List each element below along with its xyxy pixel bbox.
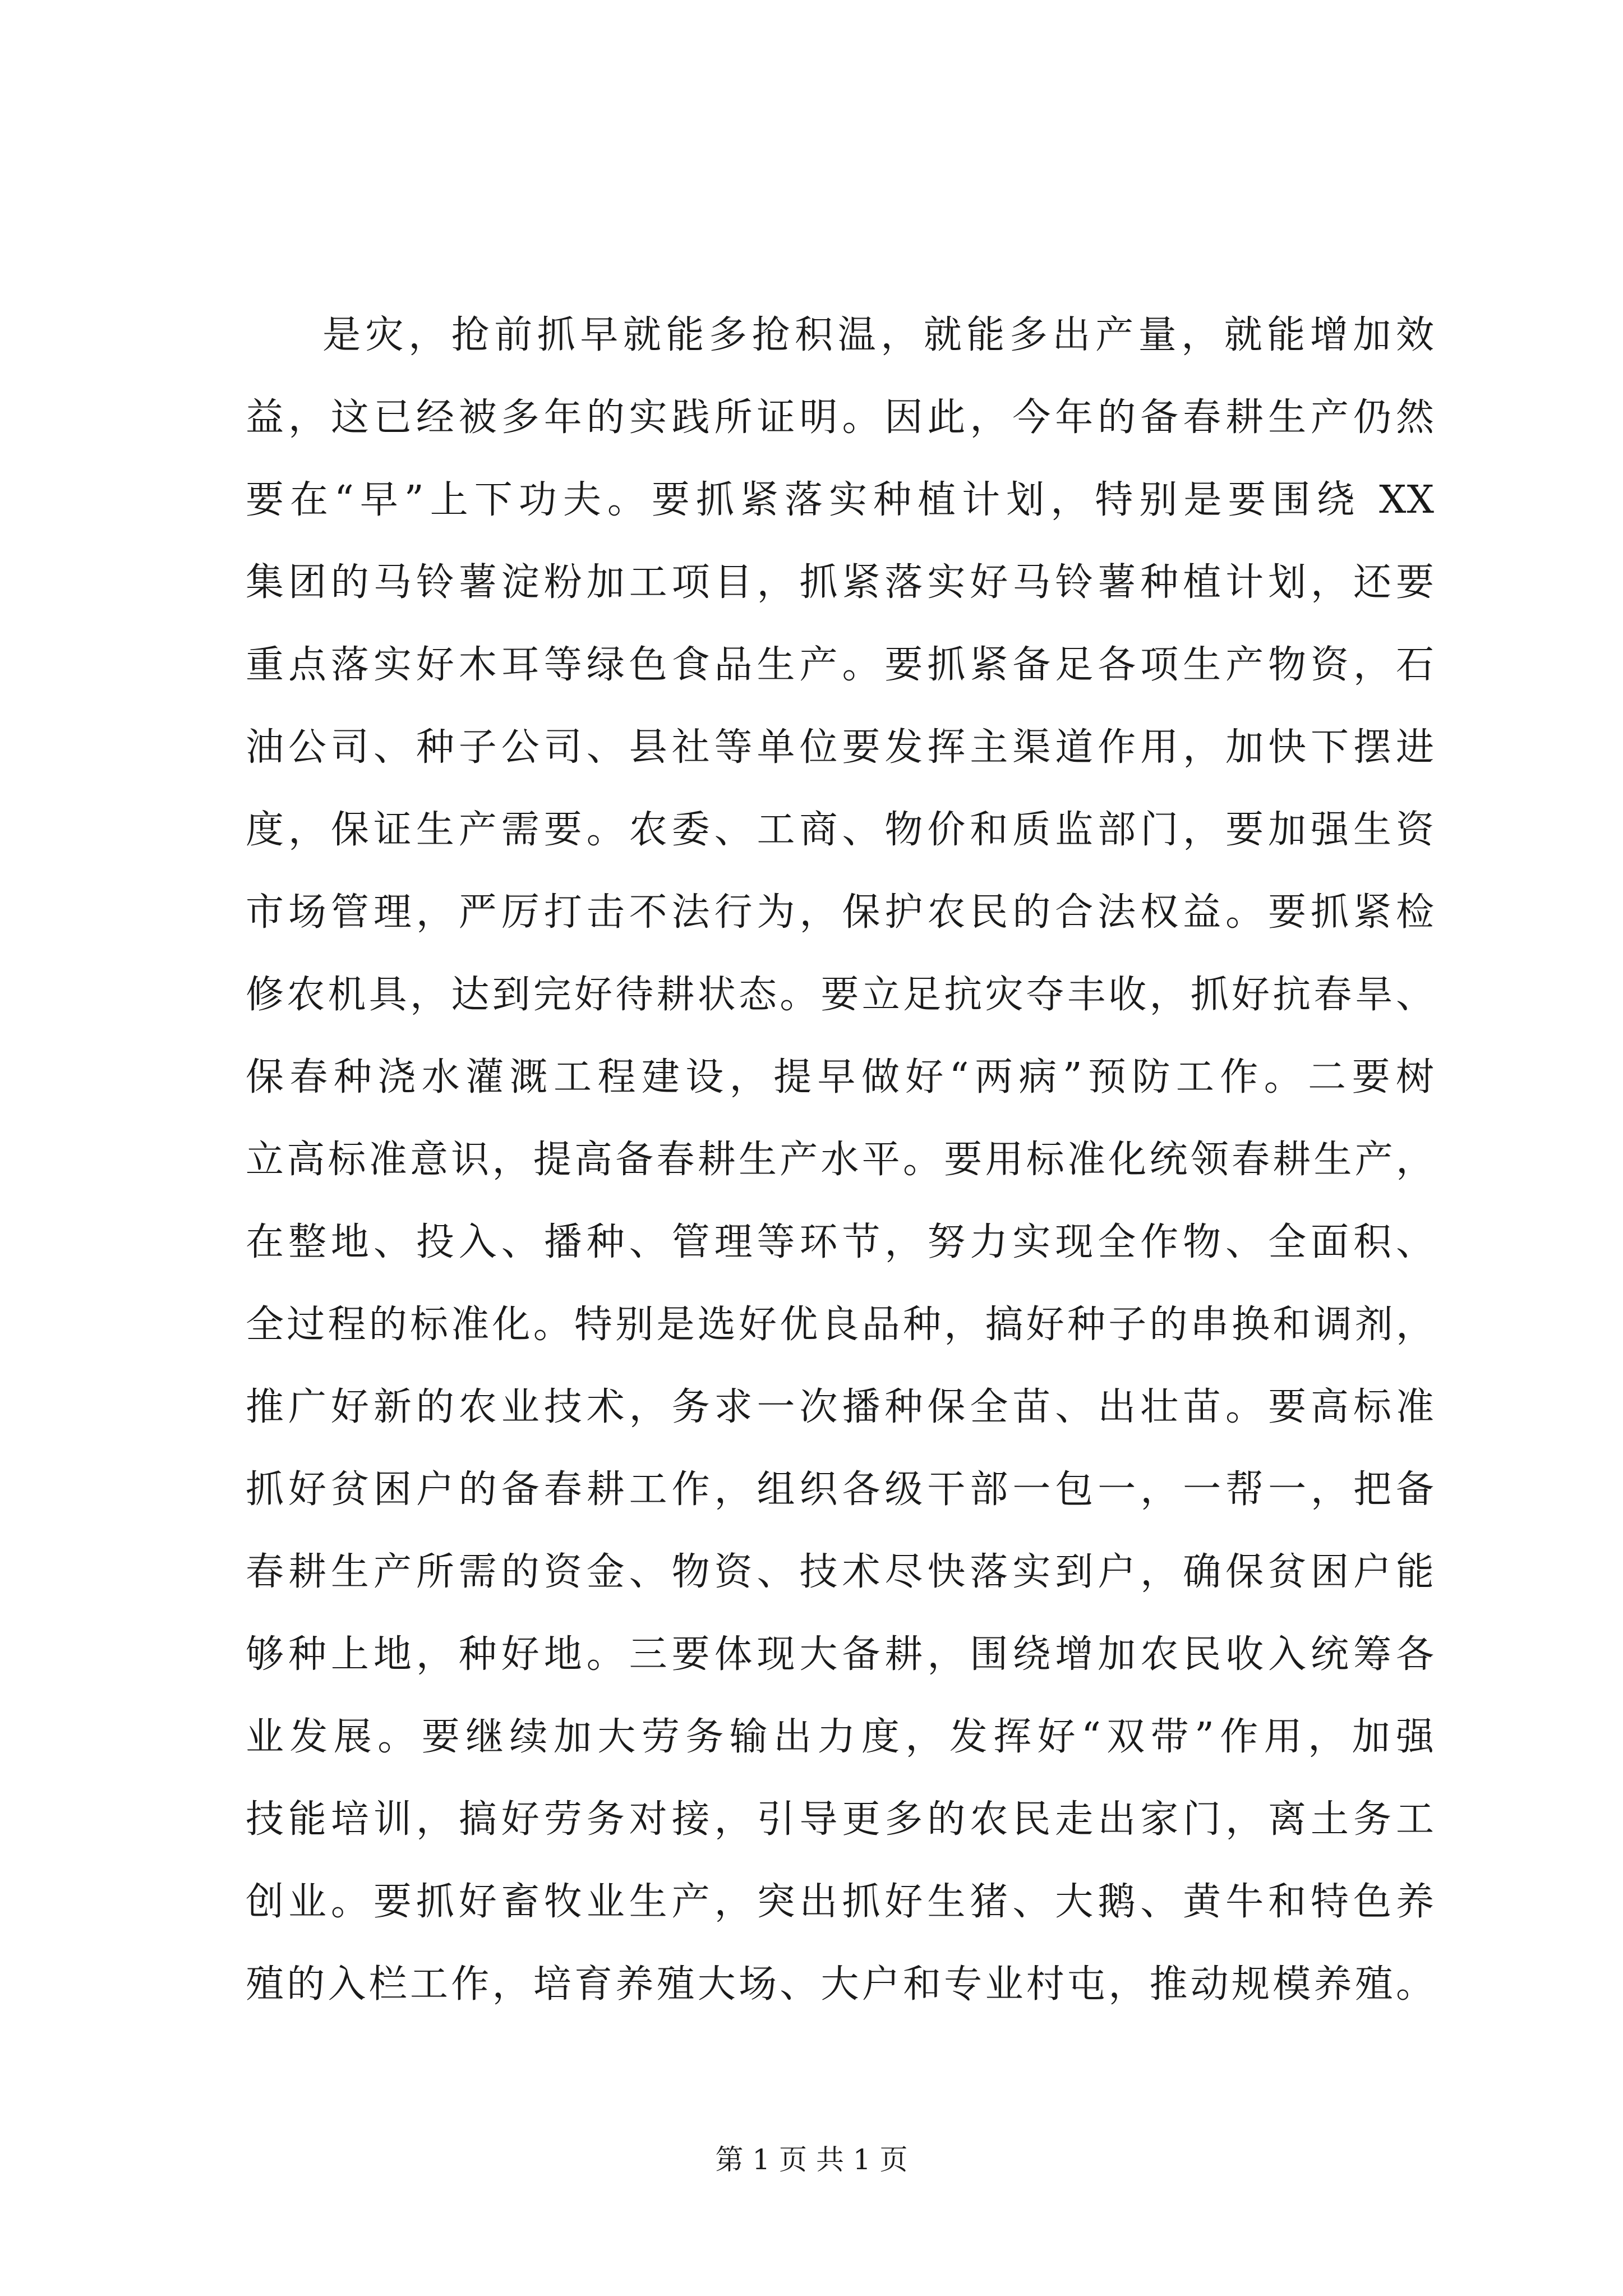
text-line: 春耕生产所需的资金、物资、技术尽快落实到户，确保贫困户能 [246,1550,1435,1594]
text-line: 油公司、种子公司、县社等单位要发挥主渠道作用，加快下摆进 [246,725,1435,770]
text-line: 抓好贫困户的备春耕工作，组织各级干部一包一，一帮一，把备 [246,1467,1435,1512]
text-line: 立高标准意识，提高备春耕生产水平。要用标准化统领春耕生产， [246,1138,1435,1182]
body-paragraph [246,294,1435,2026]
text-line: 保春种浇水灌溉工程建设，提早做好“两病”预防工作。二要树 [246,1055,1435,1099]
text-line: 是灾，抢前抓早就能多抢积温，就能多出产量，就能增加效 [322,313,1435,357]
text-line: 创业。要抓好畜牧业生产，突出抓好生猪、大鹅、黄牛和特色养 [246,1880,1435,1924]
page-number-footer: 第 1 页 共 1 页 [715,2143,908,2176]
text-line: 重点落实好木耳等绿色食品生产。要抓紧备足各项生产物资，石 [246,643,1435,687]
text-line: 殖的入栏工作，培育养殖大场、大户和专业村屯，推动规模养殖。 [246,1962,1435,2007]
text-line: 够种上地，种好地。三要体现大备耕，围绕增加农民收入统筹各 [246,1632,1435,1677]
text-line: 度，保证生产需要。农委、工商、物价和质监部门，要加强生资 [246,808,1435,852]
text-line: 技能培训，搞好劳务对接，引导更多的农民走出家门，离土务工 [246,1797,1435,1842]
text-line: 业发展。要继续加大劳务输出力度，发挥好“双带”作用，加强 [246,1715,1435,1759]
text-line: 修农机具，达到完好待耕状态。要立足抗灾夺丰收，抓好抗春旱、 [246,973,1435,1017]
text-line: 全过程的标准化。特别是选好优良品种，搞好种子的串换和调剂， [246,1303,1435,1347]
text-line: 市场管理，严厉打击不法行为，保护农民的合法权益。要抓紧检 [246,890,1435,935]
text-line: 推广好新的农业技术，务求一次播种保全苗、出壮苗。要高标准 [246,1385,1435,1429]
text-line: 益，这已经被多年的实践所证明。因此，今年的备春耕生产仍然 [246,395,1435,440]
text-line: 要在“早”上下功夫。要抓紧落实种植计划，特别是要围绕 XX [246,478,1435,522]
text-line: 在整地、投入、播种、管理等环节，努力实现全作物、全面积、 [246,1220,1435,1264]
text-line: 集团的马铃薯淀粉加工项目，抓紧落实好马铃薯种植计划，还要 [246,560,1435,605]
